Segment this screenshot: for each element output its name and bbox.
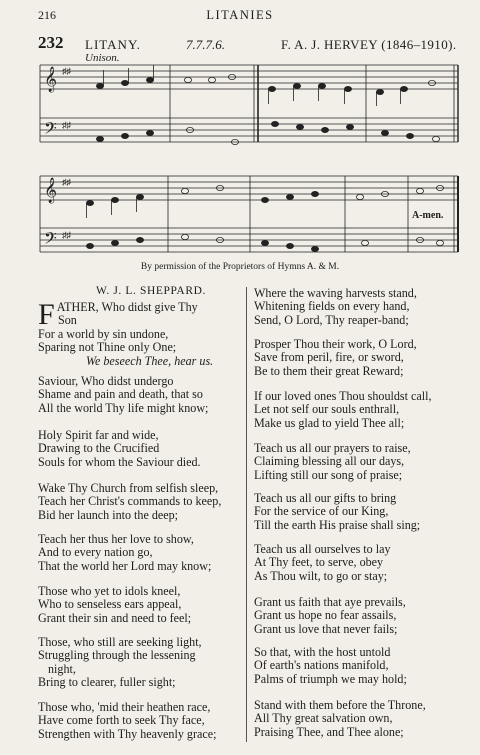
verse-line: Teach her Christ's commands to keep,: [38, 494, 222, 509]
composer: F. A. J. HERVEY (1846–1910).: [281, 37, 457, 52]
stanza: [38, 533, 248, 573]
stanza: [38, 482, 248, 522]
stanza: [254, 287, 464, 327]
verse-line: All Thy great salvation own,: [254, 711, 393, 726]
verse-line: And to every nation go,: [38, 545, 153, 560]
verse-line: Send, O Lord, Thy reaper-band;: [254, 312, 409, 327]
verse-line: night,: [48, 661, 76, 676]
verse-line: Those, who still are seeking light,: [38, 635, 202, 649]
stanza: [254, 492, 464, 532]
stanza: [38, 298, 248, 368]
stanza: [254, 442, 464, 482]
verse-line: Drawing to the Crucified: [38, 441, 160, 456]
stanza: [254, 338, 464, 378]
staff-system-2: [40, 176, 458, 252]
verse-line: Bring to clearer, fuller sight;: [38, 675, 176, 690]
svg-text:𝄢: 𝄢: [44, 118, 57, 142]
stanza: [254, 543, 464, 583]
verse-line: Where the waving harvests stand,: [254, 286, 417, 300]
refrain-line: We beseech Thee, hear us.: [86, 353, 214, 368]
stanza: [254, 646, 464, 686]
svg-text:♯♯: ♯♯: [62, 120, 71, 130]
verse-line: Save from peril, fire, or sword,: [254, 350, 404, 365]
verse-line: Son: [58, 313, 77, 328]
verse-line: Those who yet to idols kneel,: [38, 584, 181, 598]
svg-text:𝄞: 𝄞: [44, 67, 58, 92]
stanza: [254, 390, 464, 430]
verse-line: Make us glad to yield Thee all;: [254, 415, 405, 430]
verse-line: Struggling through the lessening: [38, 648, 196, 663]
verse-line: Claiming blessing all our days,: [254, 454, 405, 469]
stanza: [38, 375, 248, 415]
verse-line: Strengthen with Thy heavenly grace;: [38, 726, 217, 741]
verse-line: Teach us all ourselves to lay: [254, 542, 391, 556]
verse-line: Who to senseless ears appeal,: [38, 597, 182, 612]
verse-line: Souls for whom the Saviour died.: [38, 454, 201, 469]
svg-text:♯♯: ♯♯: [62, 66, 71, 76]
verse-line: That the world her Lord may know;: [38, 558, 212, 573]
music-score: [0, 0, 480, 260]
svg-text:♯♯: ♯♯: [62, 230, 71, 240]
verse-line: Grant us love that never fails;: [254, 621, 398, 636]
verse-line: Teach us all our prayers to raise,: [254, 441, 411, 455]
verse-line: Whitening fields on every hand,: [254, 299, 410, 314]
verse-line: Palms of triumph we may hold;: [254, 671, 407, 686]
performance-direction: Unison.: [85, 52, 120, 64]
verse-line: Teach us all our gifts to bring: [254, 491, 397, 505]
verse-line: Of earth's nations manifold,: [254, 658, 389, 673]
verse-line: Bid her launch into the deep;: [38, 507, 179, 522]
permission-note: By permission of the Proprietors of Hymns A. & M.: [140, 262, 340, 272]
verse-line: Sparing not Thine only One;: [38, 340, 177, 355]
stanza: [38, 429, 248, 469]
verse-line: Teach her thus her love to show,: [38, 532, 194, 546]
verse-line: Till the earth His praise shall sing;: [254, 517, 421, 532]
amen-label: A-men.: [412, 210, 444, 221]
verse-line: Have come forth to seek Thy face,: [38, 713, 205, 728]
section-title: LITANIES: [206, 8, 274, 22]
verse-line: Saviour, Who didst undergo: [38, 374, 174, 388]
verse-line: Prosper Thou their work, O Lord,: [254, 337, 417, 351]
verse-line: Grant us hope no fear assails,: [254, 608, 397, 623]
svg-text:𝄞: 𝄞: [44, 178, 58, 203]
hymn-author: W. J. L. SHEPPARD.: [96, 285, 206, 297]
verse-line: Holy Spirit far and wide,: [38, 428, 159, 442]
drop-cap: F: [38, 298, 55, 331]
page-number: 216: [38, 8, 56, 22]
verse-line: So that, with the host untold: [254, 645, 391, 659]
verse-line: At Thy feet, to serve, obey: [254, 555, 384, 570]
verse-line: Lifting still our song of praise;: [254, 467, 403, 482]
verse-line: If our loved ones Thou shouldst call,: [254, 389, 432, 403]
verse-line: All the world Thy life might know;: [38, 400, 209, 415]
stanza: [38, 585, 248, 625]
svg-text:𝄢: 𝄢: [44, 228, 57, 252]
stanza: [38, 636, 248, 690]
verse-line: Stand with them before the Throne,: [254, 698, 426, 712]
svg-text:♯♯: ♯♯: [62, 177, 71, 187]
verse-line: For a world by sin undone,: [38, 327, 169, 341]
staff-system-1: [40, 65, 458, 145]
verse-line: Be to them their great Reward;: [254, 363, 404, 378]
verse-line: Those who, 'mid their heathen race,: [38, 700, 211, 714]
verse-line: As Thou wilt, to go or stay;: [254, 568, 388, 583]
left-column: [38, 285, 238, 741]
verse-line: ATHER, Who didst give Thy: [56, 300, 198, 314]
stanza: [38, 701, 248, 741]
verse-line: Grant their sin and need to feel;: [38, 610, 192, 625]
verse-line: Praising Thee, and Thee alone;: [254, 724, 404, 739]
verse-line: Grant us faith that aye prevails,: [254, 595, 406, 609]
stanza: [254, 596, 464, 636]
meter: 7.7.7.6.: [186, 37, 225, 52]
verse-line: Wake Thy Church from selfish sleep,: [38, 481, 219, 495]
stanza: [254, 699, 464, 739]
hymn-number: 232: [38, 33, 64, 52]
verse-line: Shame and pain and death, that so: [38, 387, 203, 402]
verse-line: For the service of our King,: [254, 504, 389, 519]
verse-line: Let not self our souls enthrall,: [254, 402, 400, 417]
tune-name: LITANY.: [85, 37, 141, 52]
